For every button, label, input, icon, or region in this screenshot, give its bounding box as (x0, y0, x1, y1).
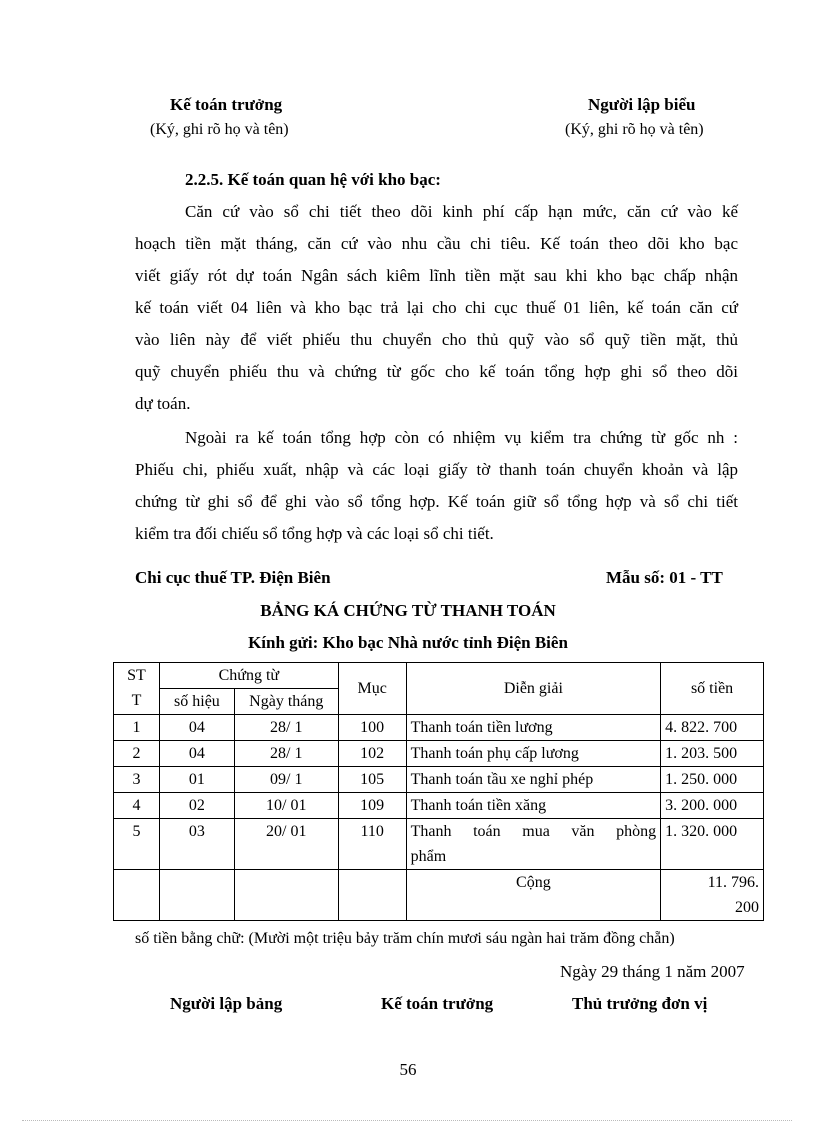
paragraph-line: kế toán viết 04 liên và kho bạc trả lại cho chi cục thuế 01 liên, kế toán căn cứ (135, 298, 738, 317)
header-stt (114, 663, 160, 715)
table-header-row (114, 663, 764, 689)
cell-voucher-no: 01 (159, 767, 234, 793)
left-signature-subtitle: (Ký, ghi rõ họ và tên) (150, 121, 289, 138)
cell-voucher-no: 03 (159, 819, 234, 870)
cell-stt: 4 (114, 793, 160, 819)
cell-stt: 2 (114, 741, 160, 767)
paragraph-line: viết giấy rót dự toán Ngân sách kiêm lĩnh tiền mặt sau khi kho bạc chấp nhận (135, 266, 738, 285)
cell-empty (338, 870, 406, 921)
cell-voucher-date: 09/ 1 (234, 767, 338, 793)
cell-item: 100 (338, 715, 406, 741)
cell-stt: 3 (114, 767, 160, 793)
paragraph-line: vào liên này để viết phiếu thu chuyển cho thủ quỹ vào sổ quỹ tiền mặt, thủ (135, 330, 738, 349)
cell-voucher-no: 02 (159, 793, 234, 819)
signer-chief-accountant: Kế toán trưởng (381, 994, 494, 1013)
left-signature-title: Kế toán trưởng (170, 95, 283, 114)
cell-amount: 1. 320. 000 (661, 819, 764, 870)
cell-amount: 3. 200. 000 (661, 793, 764, 819)
paragraph-line: kiểm tra đối chiếu sổ tổng hợp và các loại sổ chi tiết. (135, 524, 494, 543)
header-voucher-date: Ngày tháng (234, 689, 338, 715)
total-amount-line1: 11. 796. (707, 874, 759, 891)
cell-voucher-no: 04 (159, 715, 234, 741)
cell-stt: 1 (114, 715, 160, 741)
cell-item: 110 (338, 819, 406, 870)
cell-stt: 5 (114, 819, 160, 870)
form-title: BẢNG KÁ CHỨNG TỪ THANH TOÁN (260, 601, 556, 620)
cell-description-line2: phẩm (410, 848, 447, 865)
cell-description: Thanh toán tiền xăng (406, 793, 661, 819)
cell-amount: 1. 250. 000 (661, 767, 764, 793)
cell-amount: 4. 822. 700 (661, 715, 764, 741)
table-row (114, 715, 764, 741)
table-total-row (114, 870, 764, 921)
cell-item: 109 (338, 793, 406, 819)
paragraph-line: chứng từ ghi sổ để ghi vào sổ tổng hợp. Kế toán giữ sổ tổng hợp và sổ chi tiết (135, 492, 738, 511)
amount-in-words: số tiền bằng chữ: (Mười một triệu bảy trăm chín mươi sáu ngàn hai trăm đồng chẵn) (135, 930, 675, 947)
header-stt-line1: ST (127, 667, 146, 684)
table-row (114, 793, 764, 819)
total-label: Cộng (406, 870, 661, 921)
date-line: Ngày 29 tháng 1 năm 2007 (560, 962, 745, 981)
cell-empty (159, 870, 234, 921)
cell-voucher-no: 04 (159, 741, 234, 767)
cell-description: Thanh toán tiền lương (406, 715, 661, 741)
header-amount: số tiền (661, 663, 764, 715)
cell-voucher-date: 28/ 1 (234, 715, 338, 741)
agency-name: Chi cục thuế TP. Điện Biên (135, 568, 331, 587)
section-heading: 2.2.5. Kế toán quan hệ với kho bạc: (185, 170, 441, 189)
total-amount-line2: 200 (735, 899, 759, 916)
cell-description: Thanh toán phụ cấp lương (406, 741, 661, 767)
cell-empty (234, 870, 338, 921)
paragraph-line: Ngoài ra kế toán tổng hợp còn có nhiệm vụ kiểm tra chứng từ gốc nh : (185, 428, 738, 447)
page-number: 56 (399, 1060, 417, 1079)
cell-amount: 1. 203. 500 (661, 741, 764, 767)
header-voucher-no: số hiệu (159, 689, 234, 715)
cell-voucher-date: 10/ 01 (234, 793, 338, 819)
cell-voucher-date: 28/ 1 (234, 741, 338, 767)
paragraph-line: quỹ chuyển phiếu thu và chứng từ gốc cho kế toán tổng hợp ghi sổ theo dõi (135, 362, 738, 381)
paragraph-line: dự toán. (135, 394, 191, 413)
cell-description (406, 819, 661, 870)
cell-item: 102 (338, 741, 406, 767)
paragraph-line: Phiếu chi, phiếu xuất, nhập và các loại giấy tờ thanh toán chuyển khoản và lập (135, 460, 738, 479)
header-voucher: Chứng từ (159, 663, 338, 689)
header-description: Diễn giải (406, 663, 661, 715)
signer-preparer: Người lập bảng (170, 994, 283, 1013)
right-signature-subtitle: (Ký, ghi rõ họ và tên) (565, 121, 704, 138)
header-stt-line2: T (131, 692, 142, 709)
cell-empty (114, 870, 160, 921)
table-row (114, 819, 764, 870)
total-amount (661, 870, 764, 921)
paragraph-line: Căn cứ vào sổ chi tiết theo dõi kinh phí cấp hạn mức, căn cứ vào kế (185, 202, 738, 221)
header-item: Mục (338, 663, 406, 715)
signer-head: Thủ trưởng đơn vị (572, 994, 708, 1013)
paragraph-line: hoạch tiền mặt tháng, căn cứ vào nhu cầu chi tiêu. Kế toán theo dõi kho bạc (135, 234, 738, 253)
form-code: Mẫu số: 01 - TT (606, 568, 723, 587)
table-row (114, 767, 764, 793)
cell-description-line1: Thanh toán mua văn phòng (410, 823, 657, 840)
cell-voucher-date: 20/ 01 (234, 819, 338, 870)
table-row (114, 741, 764, 767)
voucher-table (113, 662, 764, 921)
cell-description: Thanh toán tầu xe nghỉ phép (406, 767, 661, 793)
right-signature-title: Người lập biểu (588, 95, 696, 114)
cell-item: 105 (338, 767, 406, 793)
form-recipient: Kính gửi: Kho bạc Nhà nước tỉnh Điện Biên (248, 633, 568, 652)
page-bottom-divider (22, 1120, 792, 1121)
